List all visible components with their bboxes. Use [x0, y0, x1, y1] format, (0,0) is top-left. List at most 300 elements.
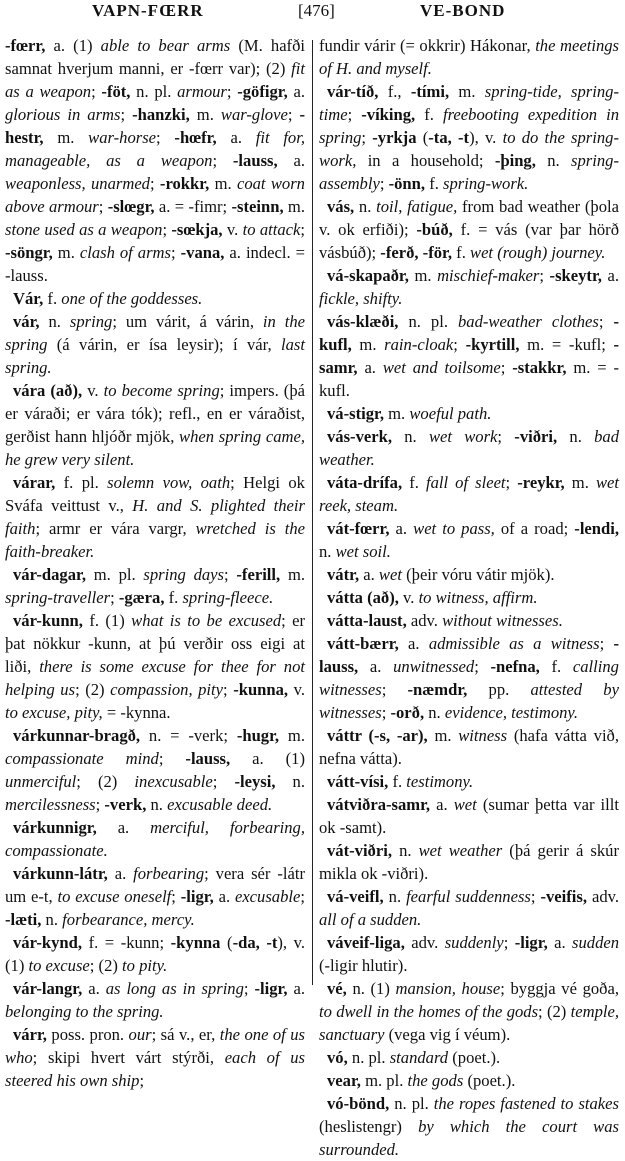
dictionary-entry	[319, 770, 619, 793]
entry-text: m.	[427, 726, 459, 745]
entry-definition: standard	[389, 1048, 449, 1067]
entry-headword: -ligr,	[514, 933, 548, 952]
entry-text: ;	[497, 427, 515, 446]
entry-text: (þá gerir á skúr mikla ok -viðri).	[319, 841, 619, 883]
entry-text: ;	[243, 979, 255, 998]
entry-headword: -föt,	[101, 82, 131, 101]
entry-text: ;	[381, 680, 408, 699]
entry-headword: vear,	[327, 1071, 361, 1090]
entry-text: ; Helgi ok Sváfa veittust v.,	[5, 473, 305, 515]
entry-definition: the ropes fastened to stakes	[433, 1094, 619, 1113]
entry-definition: to excuse, pity,	[5, 703, 103, 722]
dictionary-entry	[319, 977, 619, 1046]
entry-text: m.	[283, 197, 305, 216]
entry-text: ), v.	[469, 128, 503, 147]
entry-definition: merciful, forbearing, compassionate.	[5, 818, 305, 860]
entry-text: n.	[41, 910, 63, 929]
entry-headword: -leysi,	[234, 772, 276, 791]
entry-definition: wretched is the faith-breaker.	[5, 519, 305, 561]
entry-definition: wet to pass,	[413, 519, 495, 538]
entry-headword: vára (að),	[13, 381, 83, 400]
entry-headword: -nefna,	[490, 657, 540, 676]
entry-text: (á várin, er ísa leysir); í vár,	[47, 335, 282, 354]
entry-text: poss. pron.	[46, 1025, 129, 1044]
entry-text: f.	[164, 588, 183, 607]
entry-definition: to do the spring-work,	[319, 128, 619, 170]
entry-text: n. = -verk;	[140, 726, 237, 745]
entry-definition: spring-assembly	[319, 151, 619, 193]
entry-headword: vátt-vísi,	[327, 772, 389, 791]
entry-text: in a household;	[356, 151, 495, 170]
dictionary-entry	[5, 287, 305, 310]
entry-text: a.	[358, 657, 394, 676]
dictionary-entry	[5, 563, 305, 609]
entry-headword: vé,	[327, 979, 347, 998]
entry-headword: vás-verk,	[327, 427, 392, 446]
entry-text: = -kynna.	[102, 703, 171, 722]
dictionary-entry	[5, 862, 305, 931]
entry-definition: toil, fatigue,	[376, 197, 458, 216]
entry-text: m. = -kufl;	[519, 335, 614, 354]
entry-headword: -hestr,	[5, 105, 305, 147]
entry-headword: -búð,	[416, 220, 453, 239]
entry-headword: -lauss,	[185, 749, 231, 768]
entry-text: a.	[277, 151, 305, 170]
dictionary-entry	[319, 724, 619, 770]
entry-text: n.	[424, 703, 445, 722]
entry-headword: -ligr,	[254, 979, 288, 998]
entry-definition: stone used as a weapon	[5, 220, 163, 239]
entry-text: f.	[388, 772, 407, 791]
entry-text: ;	[171, 887, 181, 906]
entry-text: m.	[564, 473, 596, 492]
entry-definition: coat worn above armour	[5, 174, 305, 216]
dictionary-entry	[5, 471, 305, 563]
entry-headword: -hanzki,	[132, 105, 190, 124]
entry-definition: to become spring	[103, 381, 220, 400]
entry-headword: -ta, -t	[428, 128, 470, 147]
entry-headword: -læti,	[5, 910, 42, 929]
entry-definition: fearful suddenness	[406, 887, 531, 906]
entry-definition: clash of arms	[79, 243, 171, 262]
entry-text: adv.	[587, 887, 619, 906]
entry-definition: spring-traveller	[5, 588, 111, 607]
entry-text: a.	[357, 358, 383, 377]
entry-headword: vá-veifl,	[327, 887, 384, 906]
entry-headword: vár-kunn,	[13, 611, 83, 630]
entry-headword: vátta (að),	[327, 588, 399, 607]
entry-headword: várkunnigr,	[13, 818, 97, 837]
entry-definition: the one of us who	[5, 1025, 306, 1067]
left-guide-word: VAPN-FŒRR	[92, 1, 204, 20]
dictionary-entry	[319, 517, 619, 563]
entry-text: n.	[275, 772, 305, 791]
entry-headword: -gæra,	[118, 588, 165, 607]
entry-text: from bad weather (þola v. ok erfiði);	[319, 197, 619, 239]
entry-headword: -sœkja,	[171, 220, 223, 239]
entry-text: ; (2)	[76, 772, 135, 791]
entry-text: m.	[351, 335, 385, 354]
right-guide-word: VE-BOND	[420, 1, 506, 20]
dictionary-entry	[319, 471, 619, 517]
column-divider	[312, 40, 313, 985]
entry-headword: -yrkja	[372, 128, 417, 147]
entry-text: n.	[354, 197, 377, 216]
entry-text: (	[220, 933, 233, 952]
right-column	[319, 34, 619, 1161]
entry-headword: -hugr,	[236, 726, 280, 745]
entry-headword: vátr,	[327, 565, 360, 584]
entry-definition: to attack	[242, 220, 301, 239]
entry-definition: excusable deed.	[167, 795, 273, 814]
entry-text: (-ligir hlutir).	[319, 956, 408, 975]
entry-text: f.	[415, 105, 443, 124]
entry-definition: solemn vow, oath	[107, 473, 231, 492]
entry-definition: to pity.	[122, 956, 168, 975]
entry-text: fundir várir (= okkrir) Hákonar,	[319, 36, 536, 55]
entry-text: a.	[96, 818, 151, 837]
entry-definition: without witnesses.	[442, 611, 563, 630]
entry-text: ;	[599, 634, 614, 653]
entry-text: ;	[226, 82, 238, 101]
running-header	[0, 0, 625, 28]
entry-definition: wet	[378, 565, 402, 584]
entry-text: ;	[505, 473, 518, 492]
dictionary-entry	[5, 931, 305, 977]
entry-definition: able to bear arms	[100, 36, 231, 55]
entry-definition: attested by witnesses	[319, 680, 619, 722]
dictionary-entry	[319, 632, 619, 724]
dictionary-entry	[319, 1046, 619, 1069]
entry-text: ; skipi hvert várt stýrði,	[32, 1048, 225, 1067]
entry-text: (þeir vóru vátir mjök).	[401, 565, 555, 584]
dictionary-entry	[5, 34, 305, 287]
entry-text: ;	[162, 220, 172, 239]
entry-text: f.	[425, 174, 444, 193]
entry-text: ; byggja vé goða,	[500, 979, 619, 998]
entry-definition: war-horse	[88, 128, 157, 147]
entry-definition: last spring.	[5, 335, 305, 377]
entry-text: ), v. (1)	[5, 933, 306, 975]
entry-text: ;	[156, 128, 175, 147]
entry-text: ;	[171, 243, 181, 262]
entry-text: adv.	[404, 933, 445, 952]
entry-headword: -samr,	[319, 335, 620, 377]
entry-definition: forbearance, mercy.	[62, 910, 195, 929]
entry-definition: admissible as a witness	[428, 634, 600, 653]
entry-text: ;	[500, 358, 513, 377]
entry-text: ; impers. (þá er váraði; er vára tók); refl., en er váraðist, gerðist hann hljóðr mjök,	[5, 381, 305, 446]
entry-definition: fall of sleet	[425, 473, 506, 492]
entry-headword: -söngr,	[5, 243, 53, 262]
entry-headword: -rokkr,	[159, 174, 210, 193]
entry-text: f. pl.	[55, 473, 108, 492]
entry-text: a. (1)	[45, 36, 101, 55]
entry-text: ;	[139, 1071, 145, 1090]
entry-text: m.	[280, 565, 305, 584]
entry-headword: vátviðra-samr,	[327, 795, 431, 814]
dictionary-entry	[5, 310, 305, 379]
entry-definition: unwitnessed	[393, 657, 475, 676]
entry-text: f.	[402, 473, 426, 492]
entry-definition: sudden	[572, 933, 620, 952]
entry-text: ;	[300, 220, 305, 239]
entry-text: ;	[503, 933, 515, 952]
dictionary-entry	[319, 1092, 619, 1161]
entry-text: a.	[216, 128, 256, 147]
entry-headword: -ferill,	[236, 565, 281, 584]
entry-headword: várkunn-látr,	[13, 864, 108, 883]
entry-definition: testimony.	[406, 772, 474, 791]
entry-definition: when spring came, he grew very silent.	[5, 427, 305, 469]
entry-headword: -önn,	[388, 174, 426, 193]
entry-text: a.	[82, 979, 106, 998]
entry-headword: -lauss,	[319, 634, 619, 676]
dictionary-entry	[319, 609, 619, 632]
entry-headword: várkunnar-bragð,	[13, 726, 141, 745]
entry-headword: vár,	[13, 312, 40, 331]
entry-headword: vár-langr,	[13, 979, 83, 998]
entry-text: (vega vig í véum).	[384, 1025, 511, 1044]
dictionary-entry	[319, 402, 619, 425]
entry-definition: spring-fleece.	[182, 588, 274, 607]
entry-headword: -göfigr,	[237, 82, 288, 101]
entry-text: ;	[98, 197, 108, 216]
entry-text: n. (1)	[346, 979, 396, 998]
entry-text: ;	[223, 680, 234, 699]
entry-headword: -hœfr,	[174, 128, 217, 147]
entry-definition: fit for, manageable, as a weapon	[5, 128, 305, 170]
entry-definition: compassion, pity	[110, 680, 224, 699]
entry-text: m.	[279, 726, 305, 745]
entry-definition: spring	[69, 312, 113, 331]
entry-definition: all of a sudden.	[319, 910, 422, 929]
entry-headword: vá-skapaðr,	[327, 266, 409, 285]
entry-text: v.	[288, 680, 305, 699]
entry-definition: temple, sanctuary	[319, 1002, 619, 1044]
entry-definition: there is some excuse for thee for not helping us	[5, 657, 305, 699]
entry-headword: váttr (-s, -ar),	[327, 726, 428, 745]
entry-text: a.	[398, 634, 429, 653]
entry-text: n.	[319, 542, 336, 561]
entry-definition: fit as a weapon	[5, 59, 305, 101]
entry-text: m.	[52, 243, 80, 262]
entry-definition: weaponless, unarmed	[5, 174, 150, 193]
entry-headword: vátt-bærr,	[327, 634, 399, 653]
entry-headword: várar,	[13, 473, 56, 492]
entry-definition: what is to be excused	[131, 611, 282, 630]
entry-definition: freebooting expedition in spring	[319, 105, 619, 147]
entry-text: (	[416, 128, 429, 147]
entry-text: n.	[535, 151, 572, 170]
entry-definition: the gods	[407, 1071, 464, 1090]
entry-text: ;	[474, 657, 491, 676]
entry-definition: wet soil.	[335, 542, 391, 561]
entry-text: f.	[539, 657, 573, 676]
entry-headword: váveif-liga,	[327, 933, 405, 952]
entry-text: ;	[212, 151, 233, 170]
entry-headword: vás,	[327, 197, 355, 216]
entry-definition: mercilessness	[5, 795, 96, 814]
entry-text: ;	[212, 772, 235, 791]
entry-text: ;	[91, 82, 102, 101]
entry-headword: váta-drífa,	[327, 473, 403, 492]
entry-headword: -kyrtill,	[465, 335, 520, 354]
entry-text: (heslistengr)	[319, 1117, 419, 1136]
entry-headword: -kunna,	[233, 680, 289, 699]
entry-definition: evidence, testimony.	[444, 703, 579, 722]
entry-text: a. indecl. = -lauss.	[5, 243, 305, 285]
entry-text: ;	[361, 128, 373, 147]
entry-headword: -næmdr,	[407, 680, 468, 699]
entry-text: a.	[359, 565, 379, 584]
entry-definition: to excuse	[28, 956, 90, 975]
entry-text: v.	[222, 220, 243, 239]
entry-headword: -ligr,	[180, 887, 214, 906]
entry-definition: forbearing	[133, 864, 205, 883]
entry-headword: -viðri,	[514, 427, 558, 446]
entry-definition: as long as in spring	[105, 979, 244, 998]
entry-headword: -vana,	[180, 243, 225, 262]
entry-headword: -reykr,	[517, 473, 565, 492]
dictionary-entry	[5, 379, 305, 471]
entry-definition: wet work	[428, 427, 498, 446]
entry-headword: vát-viðri,	[327, 841, 392, 860]
entry-definition: glorious in arms	[5, 105, 121, 124]
entry-definition: the meetings of H. and myself.	[319, 36, 619, 78]
entry-text: ; (2)	[538, 1002, 571, 1021]
entry-headword: vá-stigr,	[327, 404, 384, 423]
dictionary-entry	[5, 1023, 305, 1092]
entry-text: a. (1)	[230, 749, 305, 768]
entry-text: f. = vás (var þar hörð vásbúð);	[319, 220, 619, 262]
entry-text: ; (2)	[75, 680, 111, 699]
entry-text: ; (2)	[89, 956, 123, 975]
page-number: [476]	[298, 1, 335, 20]
entry-text: n. pl.	[347, 1048, 390, 1067]
entry-text: adv.	[406, 611, 443, 630]
entry-text: ;	[539, 266, 550, 285]
entry-text: ;	[287, 105, 300, 124]
entry-definition: calling witnesses	[319, 657, 619, 699]
entry-headword: -lauss,	[232, 151, 278, 170]
entry-headword: -víking,	[361, 105, 416, 124]
entry-definition: rain-cloak	[384, 335, 454, 354]
entry-definition: wet weather	[418, 841, 503, 860]
entry-text: a.	[547, 933, 573, 952]
entry-headword: vár-dagar,	[13, 565, 86, 584]
entry-headword: vó,	[327, 1048, 348, 1067]
entry-definition: wet and toilsome	[382, 358, 501, 377]
entry-text: ;	[300, 887, 305, 906]
dictionary-entry	[319, 310, 619, 402]
entry-definition: to dwell in the homes of the gods	[319, 1002, 539, 1021]
entry-text: ;	[224, 565, 237, 584]
entry-definition: belonging to the spring.	[5, 1002, 164, 1021]
dictionary-entry	[319, 1069, 619, 1092]
dictionary-entry	[5, 816, 305, 862]
entry-definition: war-glove	[220, 105, 288, 124]
entry-headword: -kufl,	[319, 312, 619, 354]
dictionary-entry	[319, 195, 619, 264]
entry-text: ;	[453, 335, 466, 354]
dictionary-entry	[319, 563, 619, 586]
entry-definition: excusable	[234, 887, 301, 906]
entry-headword: vát-fœrr,	[327, 519, 390, 538]
dictionary-entry	[5, 609, 305, 724]
entry-headword: várr,	[13, 1025, 47, 1044]
entry-definition: each of us steered his own ship	[5, 1048, 305, 1090]
entry-definition: inexcusable	[134, 772, 213, 791]
entry-text: ; sá v., er,	[151, 1025, 220, 1044]
entry-text: n. pl.	[398, 312, 458, 331]
entry-text: pp.	[467, 680, 531, 699]
entry-text: n. pl.	[130, 82, 178, 101]
entry-text: ;	[381, 703, 391, 722]
entry-text: a.	[287, 979, 306, 998]
entry-text: ;	[379, 174, 389, 193]
entry-text: n.	[383, 887, 407, 906]
entry-definition: armour	[177, 82, 227, 101]
entry-definition: unmerciful	[5, 772, 77, 791]
entry-text: (poet.).	[448, 1048, 501, 1067]
entry-text: ;	[158, 749, 186, 768]
entry-headword: -skeytr,	[549, 266, 602, 285]
entry-definition: fickle, shifty.	[319, 289, 403, 308]
entry-text: ; vera sér -látr um e-t,	[5, 864, 305, 906]
entry-text: ;	[110, 588, 119, 607]
entry-definition: spring days	[143, 565, 225, 584]
entry-definition: our	[128, 1025, 152, 1044]
entry-text: f.	[452, 243, 470, 262]
entry-definition: mischief-maker	[437, 266, 540, 285]
entry-text: n.	[391, 841, 419, 860]
entry-definition: spring-tide, spring-time	[319, 82, 619, 124]
entry-definition: bad weather.	[319, 427, 619, 469]
entry-text: ; er þat nökkur -kunn, at þú verðir oss eigi at liði,	[5, 611, 306, 676]
entry-text: ;	[530, 887, 541, 906]
entry-definition: in the spring	[5, 312, 306, 354]
dictionary-entry	[319, 931, 619, 977]
entry-headword: -ferð, -för,	[380, 243, 453, 262]
entry-text: f.	[43, 289, 62, 308]
entry-text: v.	[398, 588, 419, 607]
entry-text: ;	[95, 795, 105, 814]
entry-text: n. pl.	[389, 1094, 434, 1113]
entry-definition: compassionate mind	[5, 749, 159, 768]
entry-headword: -slœgr,	[107, 197, 155, 216]
entry-text: ;	[347, 105, 362, 124]
entry-definition: to witness, affirm.	[418, 588, 538, 607]
entry-definition: woeful path.	[409, 404, 492, 423]
dictionary-entry	[319, 34, 619, 80]
entry-text: m.	[384, 404, 410, 423]
entry-headword: vár-kynd,	[13, 933, 82, 952]
entry-text: f. = -kunn;	[82, 933, 171, 952]
entry-text: f.,	[378, 82, 411, 101]
left-column	[5, 34, 305, 1092]
entry-definition: wet reek, steam.	[319, 473, 619, 515]
entry-text: m. pl.	[360, 1071, 408, 1090]
entry-text: a.	[213, 887, 235, 906]
entry-text: m. pl.	[85, 565, 144, 584]
dictionary-entry	[319, 793, 619, 839]
entry-text: m. = -kufl.	[319, 358, 620, 400]
entry-definition: by which the court was surrounded.	[319, 1117, 620, 1159]
entry-text: a.	[389, 519, 414, 538]
entry-definition: to excuse oneself	[57, 887, 172, 906]
entry-headword: -þing,	[494, 151, 536, 170]
